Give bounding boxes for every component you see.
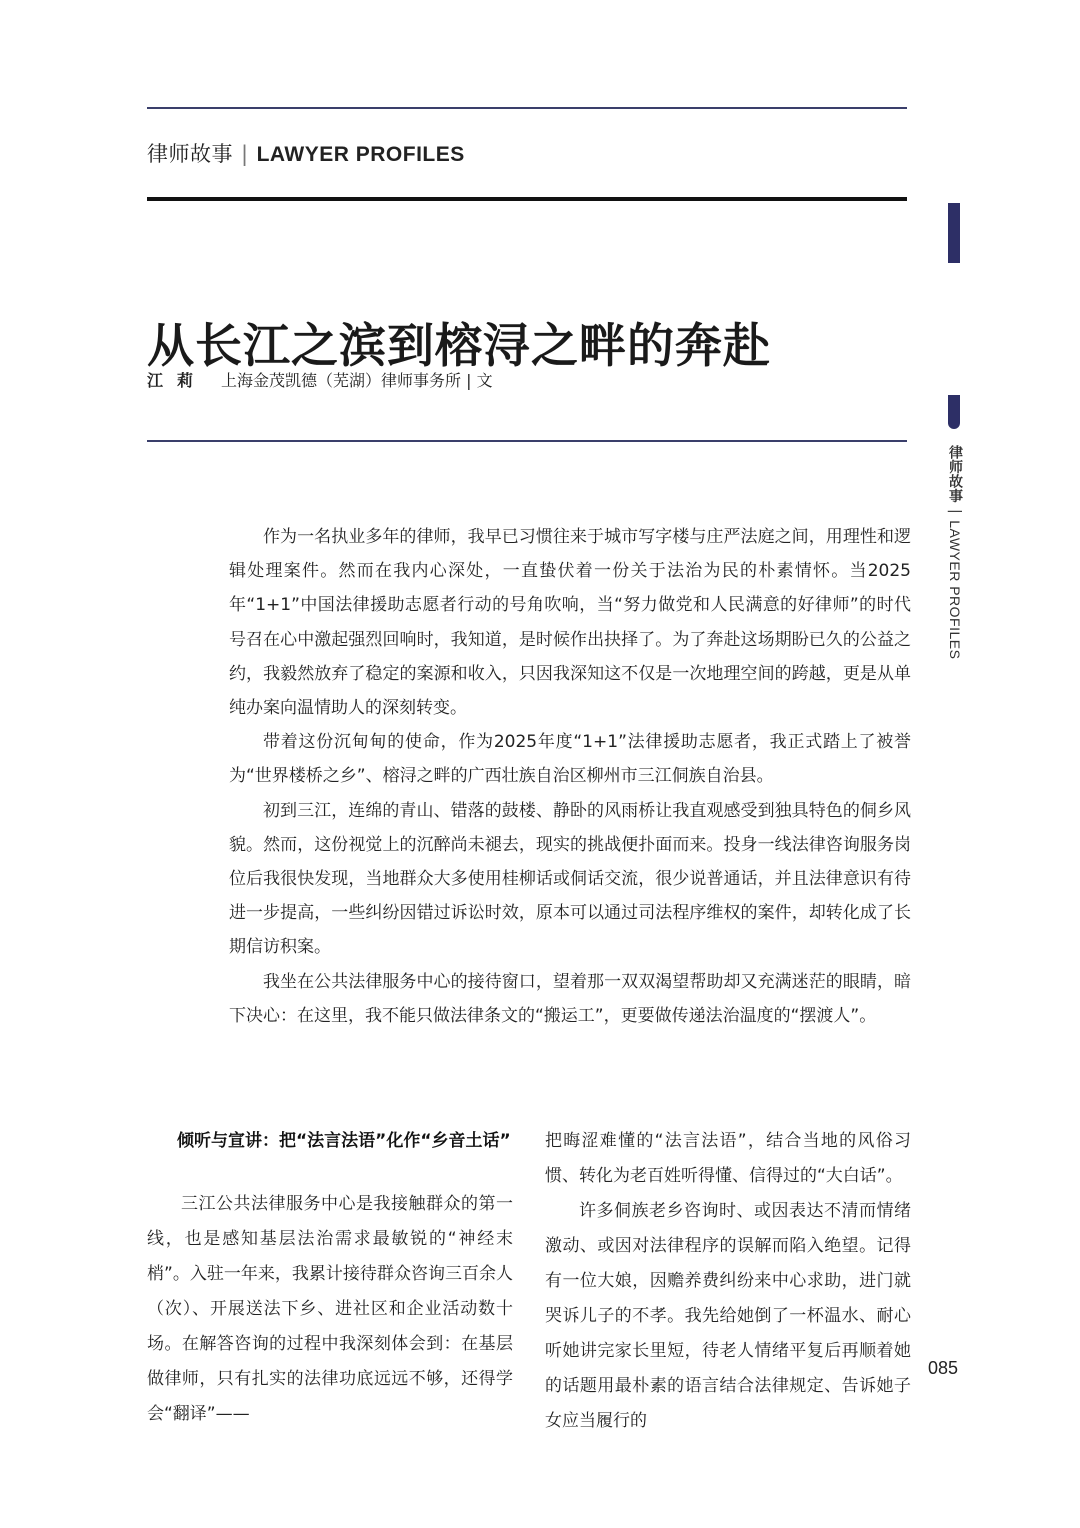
article-title: 从长江之滨到榕浔之畔的奔赴 xyxy=(147,319,771,375)
byline-separator: | xyxy=(466,371,472,390)
byline-suffix: 文 xyxy=(476,371,493,390)
section-label-separator: | xyxy=(241,142,249,166)
body-paragraph: 把晦涩难懂的“法言法语”，结合当地的风俗习惯、转化为老百姓听得懂、信得过的“大白话”。 xyxy=(545,1131,911,1186)
side-tab-bar-top xyxy=(948,203,960,263)
section-label xyxy=(147,138,465,168)
section-label-cn: 律师故事 xyxy=(147,142,233,166)
left-column xyxy=(147,1124,513,1432)
body-paragraph: 三江公共法律服务中心是我接触群众的第一线，也是感知基层法治需求最敏锐的“神经末梢”。入驻一年来，我累计接待群众咨询三百余人（次）、开展送法下乡、进社区和企业活动数十场。在解答咨询的过程中我深刻体会到：在基层做律师，只有扎实的法律功底远远不够，还得学会“翻译”—— xyxy=(147,1194,513,1424)
intro-paragraph: 作为一名执业多年的律师，我早已习惯往来于城市写字楼与庄严法庭之间，用理性和逻辑处理案件。然而在我内心深处，一直蛰伏着一份关于法治为民的朴素情怀。当2025年“1+1”中国法律援助志愿者行动的号角吹响，当“努力做党和人民满意的好律师”的时代号召在心中激起强烈回响时，我知道，是时候作出抉择了。为了奔赴这场期盼已久的公益之约，我毅然放弃了稳定的案源和收入，只因我深知这不仅是一次地理空间的跨越，更是从单纯办案向温情助人的深刻转变。 xyxy=(229,527,911,719)
intro-paragraph: 初到三江，连绵的青山、错落的鼓楼、静卧的风雨桥让我直观感受到独具特色的侗乡风貌。然而，这份视觉上的沉醉尚未褪去，现实的挑战便扑面而来。投身一线法律咨询服务岗位后我很快发现，当地群众大多使用桂柳话或侗话交流，很少说普通话，并且法律意识有待进一步提高，一些纠纷因错过诉讼时效，原本可以通过司法程序维权的案件，却转化成了长期信访积案。 xyxy=(229,800,911,958)
page-number: 085 xyxy=(928,1358,959,1378)
title-bottom-rule xyxy=(147,440,907,442)
side-tab-bar-bottom xyxy=(948,395,960,429)
author-name: 江莉 xyxy=(147,371,208,390)
byline xyxy=(147,368,493,391)
intro-block xyxy=(229,520,911,1033)
side-section-label xyxy=(945,445,965,659)
header-thick-rule xyxy=(147,197,907,201)
section-heading: 倾听与宣讲：把“法言法语”化作“乡音土话” xyxy=(177,1131,511,1151)
side-label-cn: 律师故事 xyxy=(947,445,963,503)
side-label-en: LAWYER PROFILES xyxy=(947,520,963,660)
body-paragraph: 许多侗族老乡咨询时、或因表达不清而情绪激动、或因对法律程序的误解而陷入绝望。记得有一位大娘，因赡养费纠纷来中心求助，进门就哭诉儿子的不孝。我先给她倒了一杯温水、耐心听她讲完家长里短，待老人情绪平复后再顺着她的话题用最朴素的语言结合法律规定、告诉她子女应当履行的 xyxy=(545,1201,911,1431)
author-affiliation: 上海金茂凯德（芜湖）律师事务所 xyxy=(221,371,462,390)
section-label-en: LAWYER PROFILES xyxy=(256,143,465,166)
right-column xyxy=(545,1124,911,1439)
intro-paragraph: 带着这份沉甸甸的使命，作为2025年度“1+1”法律援助志愿者，我正式踏上了被誉为“世界楼桥之乡”、榕浔之畔的广西壮族自治区柳州市三江侗族自治县。 xyxy=(229,732,911,787)
intro-paragraph: 我坐在公共法律服务中心的接待窗口，望着那一双双渴望帮助却又充满迷茫的眼睛，暗下决心：在这里，我不能只做法律条文的“搬运工”，更要做传递法治温度的“摆渡人”。 xyxy=(229,971,911,1026)
top-rule xyxy=(147,107,907,109)
side-label-separator: | xyxy=(947,509,963,515)
